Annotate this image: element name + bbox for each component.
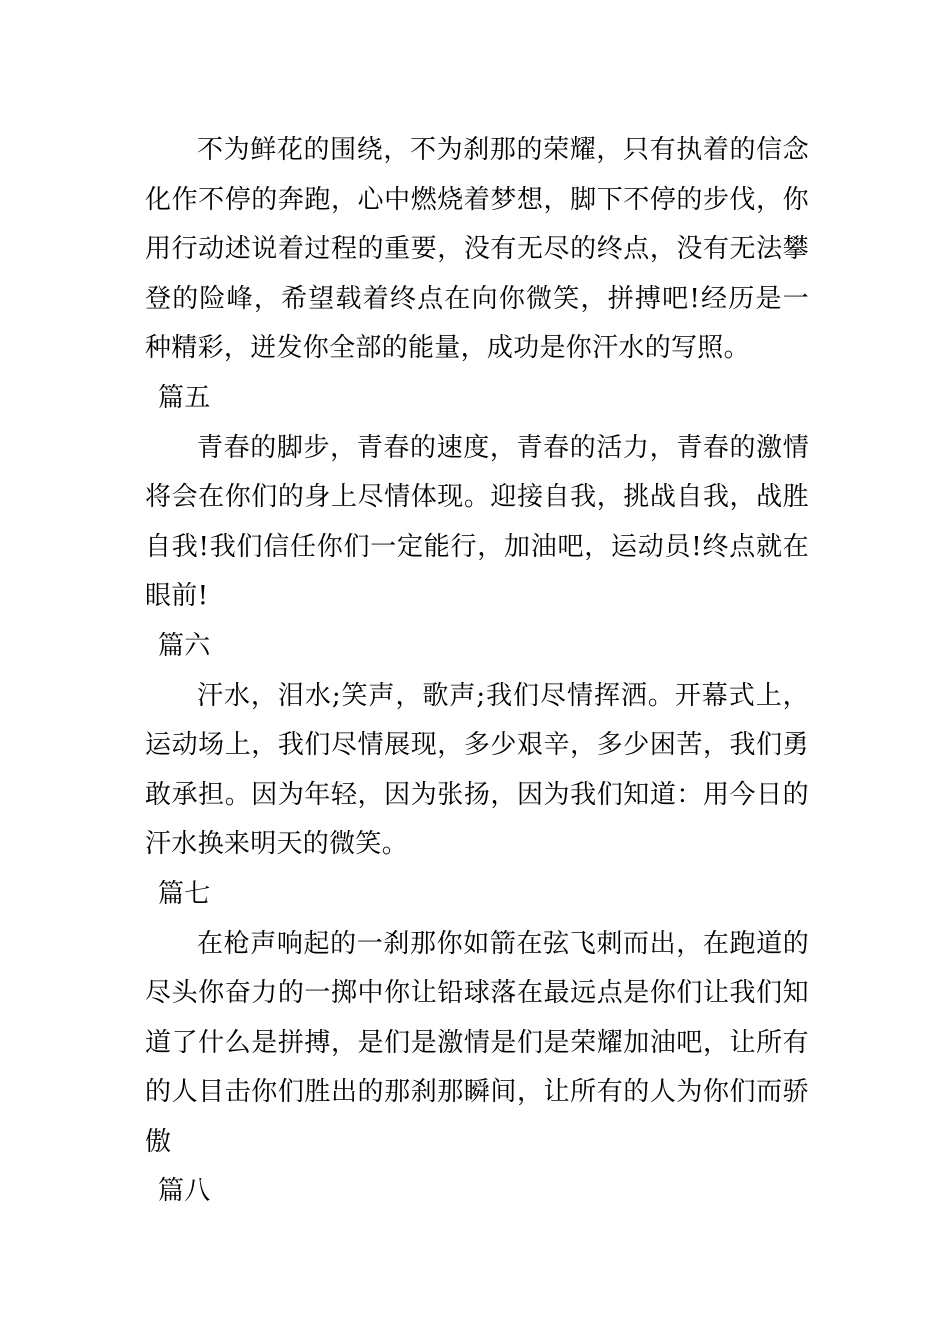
section-heading-5: 篇五 — [158, 382, 211, 413]
paragraph-1: 不为鲜花的围绕，不为刹那的荣耀，只有执着的信念化作不停的奔跑，心中燃烧着梦想，脚下不停的步伐，你用行动述说着过程的重要，没有无尽的终点，没有无法攀登的险峰，希望载着终点在向你微笑，拼搏吧!经历是一种精彩，迸发你全部的能量，成功是你汗水的写照。 — [145, 135, 809, 364]
paragraph-4: 在枪声响起的一刹那你如箭在弦飞刺而出，在跑道的尽头你奋力的一掷中你让铅球落在最远点是你们让我们知道了什么是拼搏，是们是激情是们是荣耀加油吧，让所有的人目击你们胜出的那刹那瞬间，让所有的人为你们而骄傲 — [145, 928, 809, 1157]
paragraph-2: 青春的脚步，青春的速度，青春的活力，青春的激情将会在你们的身上尽情体现。迎接自我，挑战自我，战胜自我!我们信任你们一定能行，加油吧，运动员!终点就在眼前! — [145, 432, 809, 612]
document-body — [145, 126, 809, 1217]
section-heading-8: 篇八 — [158, 1176, 211, 1207]
section-heading-6: 篇六 — [158, 630, 211, 661]
paragraph-3: 汗水，泪水;笑声，歌声;我们尽情挥洒。开幕式上，运动场上，我们尽情展现，多少艰辛，多少困苦，我们勇敢承担。因为年轻，因为张扬，因为我们知道：用今日的汗水换来明天的微笑。 — [145, 680, 809, 860]
section-heading-7: 篇七 — [158, 878, 211, 909]
